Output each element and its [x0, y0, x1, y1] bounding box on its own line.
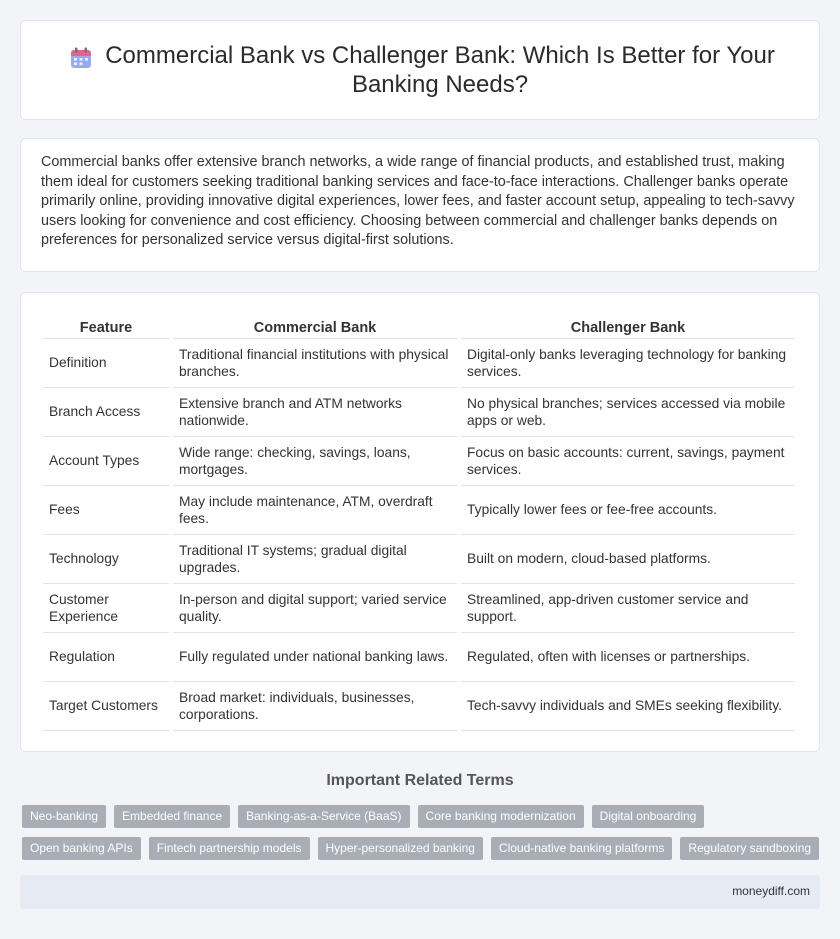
header-card	[20, 20, 820, 120]
related-terms-title: Important Related Terms	[326, 772, 514, 789]
intro-paragraph: Commercial banks offer extensive branch networks, a wide range of financial products, and established trust, making them ideal for customers seeking traditional banking services and face-to-face interactions. Challenger banks operate primarily online, providing innovative digital experiences, lower fees, and faster account setup, appealing to tech-savvy users looking for convenience and cost efficiency. Choosing between commercial and challenger banks depends on preferences for personalized service versus digital-first solutions.	[41, 154, 795, 249]
row-feature: Regulation	[43, 633, 169, 682]
tag-banking-as-a-service[interactable]: Banking-as-a-Service (BaaS)	[238, 805, 409, 828]
header-feature: Feature	[43, 313, 169, 339]
row-commercial: Fully regulated under national banking laws.	[173, 633, 457, 682]
intro-card	[20, 138, 820, 272]
tag-core-banking-modernization[interactable]: Core banking modernization	[418, 805, 584, 828]
row-challenger: Focus on basic accounts: current, savings, payment services.	[461, 437, 795, 486]
row-challenger: Typically lower fees or fee-free accounts.	[461, 486, 795, 535]
table-row	[43, 633, 795, 682]
row-feature: Customer Experience	[43, 584, 169, 633]
row-commercial: Traditional financial institutions with physical branches.	[173, 339, 457, 388]
table-header-row	[43, 313, 795, 339]
row-commercial: Wide range: checking, savings, loans, mortgages.	[173, 437, 457, 486]
row-feature: Target Customers	[43, 682, 169, 731]
comparison-table-card	[20, 292, 820, 752]
row-feature: Technology	[43, 535, 169, 584]
tag-fintech-partnership-models[interactable]: Fintech partnership models	[149, 837, 310, 860]
tag-open-banking-apis[interactable]: Open banking APIs	[22, 837, 141, 860]
row-challenger: Streamlined, app-driven customer service and support.	[461, 584, 795, 633]
row-feature: Fees	[43, 486, 169, 535]
row-commercial: May include maintenance, ATM, overdraft fees.	[173, 486, 457, 535]
related-terms-tags	[22, 805, 822, 860]
row-commercial: Traditional IT systems; gradual digital upgrades.	[173, 535, 457, 584]
table-row	[43, 535, 795, 584]
footer-site-link[interactable]: moneydiff.com	[732, 884, 810, 898]
row-feature: Account Types	[43, 437, 169, 486]
row-commercial: Broad market: individuals, businesses, corporations.	[173, 682, 457, 731]
row-challenger: Digital-only banks leveraging technology for banking services.	[461, 339, 795, 388]
tag-embedded-finance[interactable]: Embedded finance	[114, 805, 230, 828]
row-feature: Branch Access	[43, 388, 169, 437]
table-row	[43, 682, 795, 731]
table-row	[43, 584, 795, 633]
footer	[20, 875, 820, 909]
table-row	[43, 437, 795, 486]
table-row	[43, 486, 795, 535]
row-challenger: No physical branches; services accessed via mobile apps or web.	[461, 388, 795, 437]
table-row	[43, 339, 795, 388]
header-challenger-bank: Challenger Bank	[461, 313, 795, 339]
tag-neo-banking[interactable]: Neo-banking	[22, 805, 106, 828]
row-challenger: Built on modern, cloud-based platforms.	[461, 535, 795, 584]
comparison-table	[39, 313, 799, 731]
row-challenger: Tech-savvy individuals and SMEs seeking flexibility.	[461, 682, 795, 731]
page-title: Commercial Bank vs Challenger Bank: Which Is Better for Your Banking Needs?	[105, 42, 775, 98]
row-challenger: Regulated, often with licenses or partnerships.	[461, 633, 795, 682]
header-commercial-bank: Commercial Bank	[173, 313, 457, 339]
tag-hyper-personalized-banking[interactable]: Hyper-personalized banking	[318, 837, 483, 860]
tag-cloud-native-banking-platforms[interactable]: Cloud-native banking platforms	[491, 837, 672, 860]
tag-regulatory-sandboxing[interactable]: Regulatory sandboxing	[680, 837, 819, 860]
row-commercial: Extensive branch and ATM networks nationwide.	[173, 388, 457, 437]
row-feature: Definition	[43, 339, 169, 388]
table-row	[43, 388, 795, 437]
row-commercial: In-person and digital support; varied service quality.	[173, 584, 457, 633]
tag-digital-onboarding[interactable]: Digital onboarding	[592, 805, 705, 828]
